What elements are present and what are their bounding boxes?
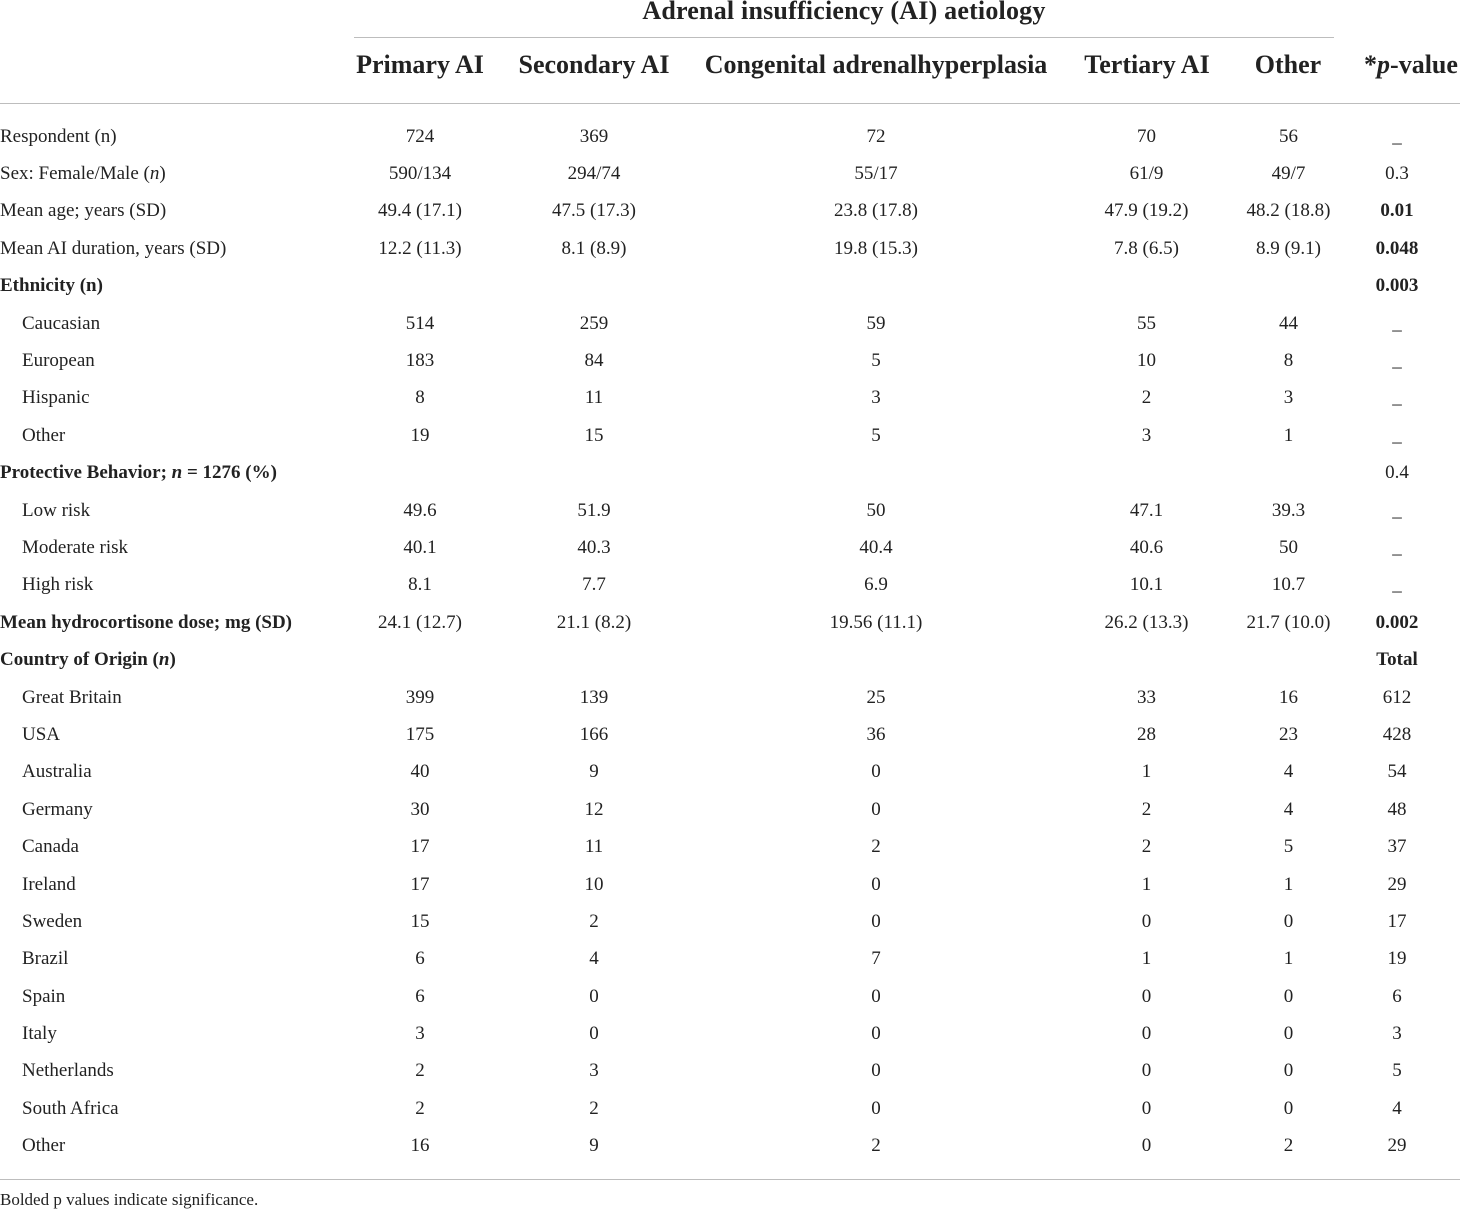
cell-value: 0	[871, 761, 881, 783]
row-label: Australia	[22, 761, 92, 783]
table-row	[0, 529, 1460, 566]
p-value: 6	[1392, 985, 1402, 1007]
cell-value: 23	[1279, 723, 1298, 745]
table-row	[0, 417, 1460, 454]
p-value: 17	[1387, 910, 1407, 932]
row-label: Mean AI duration, years (SD)	[0, 237, 227, 259]
col-head-primary: Primary AI	[356, 50, 484, 79]
cell-value	[486, 641, 702, 678]
cell-value: 84	[584, 350, 604, 372]
cell-value: 175	[405, 723, 435, 745]
cell-value: 0	[871, 798, 881, 820]
cell-value: 47.5 (17.3)	[552, 200, 636, 222]
cell-value: 2	[415, 1097, 425, 1119]
p-value: _	[1392, 574, 1402, 596]
cell-value	[1243, 455, 1334, 492]
table-row	[0, 716, 1460, 753]
cell-value: 0	[1283, 985, 1294, 1007]
row-label: High risk	[22, 574, 94, 596]
cell-value: 36	[866, 723, 886, 745]
cell-value: 49.4 (17.1)	[378, 200, 462, 222]
footer-rule	[0, 1179, 1460, 1180]
cell-value: 47.1	[1129, 499, 1164, 521]
row-label: Respondent (n)	[0, 125, 117, 147]
cell-value: 40.1	[403, 536, 437, 558]
cell-value: 17	[410, 836, 430, 858]
cell-value: 8.1 (8.9)	[561, 237, 627, 259]
table-row	[0, 118, 1460, 155]
cell-value: 2	[871, 836, 881, 858]
cell-value: 40.4	[859, 536, 893, 558]
cell-value: 0	[1141, 1060, 1152, 1082]
cell-value: 1	[1141, 873, 1152, 895]
cell-value: 6	[415, 948, 425, 970]
row-label: South Africa	[22, 1097, 119, 1119]
row-label: Moderate risk	[22, 536, 129, 558]
cell-value: 17	[410, 873, 430, 895]
cell-value: 25	[866, 686, 886, 708]
table-row	[0, 903, 1460, 940]
p-value: 0.002	[1375, 611, 1419, 633]
cell-value: 10	[1137, 350, 1156, 372]
table-row	[0, 230, 1460, 267]
cell-value: 0	[871, 910, 881, 932]
cell-value: 21.7 (10.0)	[1246, 611, 1331, 633]
p-value: _	[1392, 350, 1402, 372]
cell-value: 39.3	[1271, 499, 1306, 521]
cell-value: 49/7	[1271, 163, 1306, 185]
cell-value: 139	[579, 686, 609, 708]
table-row	[0, 1090, 1460, 1127]
cell-value: 12.2 (11.3)	[378, 237, 462, 259]
table-row	[0, 866, 1460, 903]
table-row	[0, 342, 1460, 379]
p-value: Total	[1376, 649, 1418, 671]
cell-value: 55/17	[854, 163, 898, 185]
cell-value: 23.8 (17.8)	[834, 200, 918, 222]
row-label: Italy	[22, 1023, 57, 1045]
table-row	[0, 754, 1460, 791]
row-label: Caucasian	[22, 312, 101, 334]
cell-value: 0	[871, 1023, 881, 1045]
cell-value: 5	[1283, 836, 1294, 858]
cell-value	[702, 641, 1050, 678]
footnote: Bolded p values indicate significance.	[0, 1190, 259, 1209]
cell-value	[486, 455, 702, 492]
cell-value: 259	[579, 312, 609, 334]
table-row	[0, 978, 1460, 1015]
p-value: 612	[1382, 686, 1412, 708]
row-label: Canada	[22, 836, 79, 858]
p-value: _	[1392, 499, 1402, 521]
cell-value: 3	[415, 1023, 425, 1045]
row-label: Ethnicity (n)	[0, 275, 103, 297]
cell-value: 399	[405, 686, 435, 708]
col-head-secondary: Secondary AI	[518, 50, 670, 79]
group-header: Adrenal insufficiency (AI) aetiology	[642, 0, 1046, 25]
p-value: 54	[1387, 761, 1407, 783]
cell-value: 3	[589, 1060, 599, 1082]
cell-value: 6.9	[864, 574, 888, 596]
cell-value	[1243, 268, 1334, 305]
cell-value: 30	[410, 798, 430, 820]
col-head-tertiary: Tertiary AI	[1084, 50, 1210, 79]
cell-value: 56	[1279, 125, 1298, 147]
row-label: Germany	[22, 798, 93, 820]
row-label: Low risk	[22, 499, 91, 521]
cell-value: 0	[1283, 1060, 1294, 1082]
p-value: 0.3	[1385, 163, 1409, 185]
cell-value: 11	[584, 836, 604, 858]
row-label: Great Britain	[22, 686, 122, 708]
cell-value: 10.7	[1271, 574, 1306, 596]
cell-value: 7.7	[582, 574, 606, 596]
cell-value: 514	[405, 312, 435, 334]
table-row	[0, 941, 1460, 978]
table-row	[0, 305, 1460, 342]
cell-value: 49.6	[403, 499, 437, 521]
cell-value	[1243, 641, 1334, 678]
cell-value: 1	[1283, 948, 1294, 970]
p-value: 0.01	[1380, 200, 1414, 222]
cell-value: 2	[589, 1097, 599, 1119]
table-row	[0, 155, 1460, 192]
cell-value: 24.1 (12.7)	[378, 611, 462, 633]
cell-value	[1050, 455, 1243, 492]
cell-value: 21.1 (8.2)	[556, 611, 632, 633]
row-label: USA	[22, 723, 61, 745]
cell-value: 2	[1283, 1135, 1294, 1157]
cell-value: 33	[1137, 686, 1156, 708]
p-value: 0.4	[1385, 462, 1409, 484]
cell-value: 10.1	[1129, 574, 1164, 596]
p-value: _	[1392, 424, 1402, 446]
cell-value: 1	[1283, 424, 1294, 446]
cell-value: 0	[1141, 910, 1152, 932]
cell-value: 0	[1283, 910, 1294, 932]
cell-value: 369	[579, 125, 609, 147]
cell-value: 5	[871, 424, 881, 446]
cell-value: 59	[866, 312, 886, 334]
p-value: 29	[1387, 873, 1407, 895]
cell-value: 1	[1141, 948, 1152, 970]
cell-value: 9	[589, 761, 599, 783]
cell-value: 590/134	[388, 163, 452, 185]
p-value: 37	[1387, 836, 1407, 858]
cell-value: 6	[415, 985, 425, 1007]
cell-value: 19.56 (11.1)	[829, 611, 923, 633]
cell-value: 40.6	[1129, 536, 1164, 558]
cell-value: 70	[1137, 125, 1156, 147]
cell-value	[354, 641, 486, 678]
table-row	[0, 380, 1460, 417]
cell-value	[1050, 641, 1243, 678]
cell-value: 0	[1283, 1097, 1294, 1119]
cell-value: 19.8 (15.3)	[834, 237, 918, 259]
p-value: 48	[1387, 798, 1407, 820]
header-rule	[0, 103, 1460, 104]
cell-value: 183	[405, 350, 435, 372]
cell-value: 0	[1141, 1097, 1152, 1119]
table-row	[0, 1128, 1460, 1165]
table-row	[0, 492, 1460, 529]
cell-value: 61/9	[1129, 163, 1164, 185]
p-value: 5	[1392, 1060, 1402, 1082]
row-label: Hispanic	[22, 387, 90, 409]
p-value: 428	[1382, 723, 1412, 745]
cell-value: 2	[871, 1135, 881, 1157]
cell-value: 11	[584, 387, 604, 409]
cell-value: 2	[589, 910, 599, 932]
cell-value	[486, 268, 702, 305]
cell-value: 0	[589, 1023, 599, 1045]
data-table	[0, 118, 1460, 1165]
cell-value: 3	[1283, 387, 1294, 409]
cell-value: 2	[1141, 387, 1152, 409]
cell-value: 0	[1141, 1135, 1152, 1157]
cell-value: 166	[579, 723, 609, 745]
p-value: _	[1392, 312, 1402, 334]
row-label: European	[22, 350, 95, 372]
p-value: 19	[1387, 948, 1407, 970]
cell-value: 12	[584, 798, 604, 820]
row-label: Sex: Female/Male (n)	[0, 163, 166, 185]
cell-value: 0	[589, 985, 599, 1007]
cell-value: 5	[871, 350, 881, 372]
cell-value: 51.9	[577, 499, 611, 521]
cell-value: 1	[1141, 761, 1152, 783]
row-label: Mean hydrocortisone dose; mg (SD)	[0, 611, 293, 633]
cell-value: 8	[1283, 350, 1294, 372]
cell-value: 724	[405, 125, 435, 147]
cell-value: 1	[1283, 873, 1294, 895]
row-label: Netherlands	[22, 1060, 114, 1082]
cell-value: 3	[871, 387, 881, 409]
cell-value: 4	[1283, 798, 1294, 820]
cell-value: 9	[589, 1135, 599, 1157]
cell-value: 0	[1141, 1023, 1152, 1045]
cell-value: 4	[1283, 761, 1294, 783]
row-label: Other	[22, 1135, 66, 1157]
p-value: _	[1392, 387, 1402, 409]
row-label: Spain	[22, 985, 66, 1007]
row-label: Sweden	[22, 910, 83, 932]
cell-value	[702, 268, 1050, 305]
col-head-cah: Congenital adrenalhyperplasia	[704, 50, 1048, 79]
cell-value	[1050, 268, 1243, 305]
cell-value: 50	[866, 499, 886, 521]
cell-value: 15	[584, 424, 604, 446]
group-header-rule	[354, 37, 1334, 38]
cell-value: 0	[1283, 1023, 1294, 1045]
cell-value: 26.2 (13.3)	[1104, 611, 1189, 633]
row-label: Mean age; years (SD)	[0, 200, 167, 222]
cell-value: 55	[1137, 312, 1156, 334]
cell-value: 8.1	[408, 574, 432, 596]
cell-value: 19	[410, 424, 430, 446]
cell-value: 8.9 (9.1)	[1256, 237, 1321, 259]
cell-value: 8	[415, 387, 425, 409]
cell-value	[354, 455, 486, 492]
row-label: Other	[22, 424, 66, 446]
cell-value: 40.3	[577, 536, 611, 558]
table-row	[0, 193, 1460, 230]
cell-value: 15	[410, 910, 430, 932]
p-value: _	[1392, 125, 1402, 147]
table-row	[0, 455, 1460, 492]
cell-value	[354, 268, 486, 305]
cell-value	[702, 455, 1050, 492]
row-label: Ireland	[22, 873, 76, 895]
table-row	[0, 791, 1460, 828]
cell-value: 47.9 (19.2)	[1104, 200, 1189, 222]
cell-value: 48.2 (18.8)	[1246, 200, 1331, 222]
cell-value: 294/74	[567, 163, 621, 185]
cell-value: 0	[871, 1060, 881, 1082]
cell-value: 2	[1141, 836, 1152, 858]
col-head-other: Other	[1254, 50, 1322, 79]
cell-value: 28	[1137, 723, 1156, 745]
p-value: 0.003	[1375, 275, 1419, 297]
cell-value: 0	[871, 1097, 881, 1119]
cell-value: 72	[866, 125, 886, 147]
cell-value: 0	[1141, 985, 1152, 1007]
cell-value: 44	[1279, 312, 1298, 334]
cell-value: 16	[410, 1135, 430, 1157]
cell-value: 3	[1141, 424, 1152, 446]
row-label: Brazil	[22, 948, 69, 970]
table-row	[0, 828, 1460, 865]
col-head-pvalue: *p-value	[1364, 50, 1458, 79]
p-value: 29	[1387, 1135, 1407, 1157]
cell-value: 2	[415, 1060, 425, 1082]
cell-value: 4	[589, 948, 599, 970]
cell-value: 2	[1141, 798, 1152, 820]
p-value: 3	[1392, 1023, 1402, 1045]
row-label: Country of Origin (n)	[0, 649, 176, 671]
cell-value: 40	[410, 761, 430, 783]
p-value: 4	[1392, 1097, 1402, 1119]
table-row	[0, 1015, 1460, 1052]
cell-value: 16	[1279, 686, 1298, 708]
table-row	[0, 641, 1460, 678]
p-value: _	[1392, 536, 1402, 558]
table-row	[0, 604, 1460, 641]
table-row	[0, 268, 1460, 305]
table-row	[0, 567, 1460, 604]
cell-value: 7.8 (6.5)	[1114, 237, 1179, 259]
cell-value: 10	[584, 873, 604, 895]
cell-value: 50	[1279, 536, 1298, 558]
table-row	[0, 1053, 1460, 1090]
row-label: Protective Behavior; n = 1276 (%)	[0, 462, 277, 484]
cell-value: 0	[871, 873, 881, 895]
cell-value: 7	[871, 948, 881, 970]
table-row	[0, 679, 1460, 716]
p-value: 0.048	[1375, 237, 1419, 259]
cell-value: 0	[871, 985, 881, 1007]
